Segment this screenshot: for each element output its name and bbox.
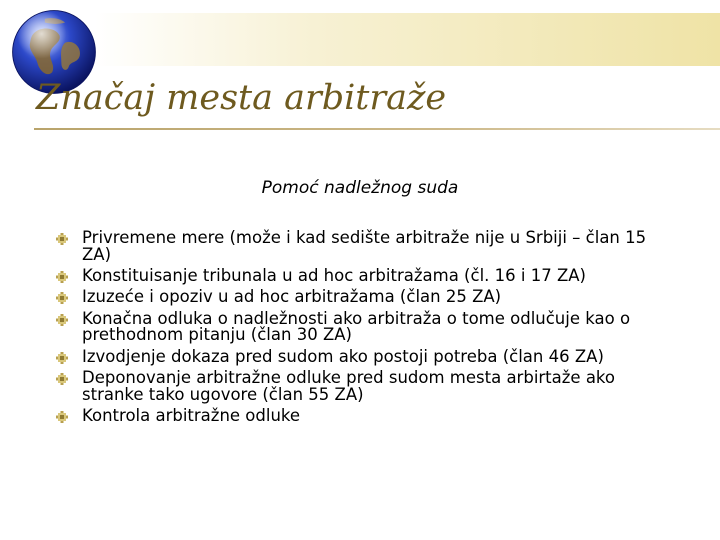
bullet-icon — [56, 373, 68, 385]
list-item — [56, 408, 656, 425]
slide-subtitle: Pomoć nadležnog suda — [261, 178, 459, 198]
bullet-icon — [56, 314, 68, 326]
bullet-icon — [56, 233, 68, 245]
bullet-text: Konačna odluka o nadležnosti ako arbitraža o tome odlučuje kao o prethodnom pitanju (član 30 ZA) — [82, 308, 631, 345]
list-item — [56, 346, 656, 366]
bullet-icon — [56, 271, 68, 283]
list-item — [56, 308, 656, 345]
bullet-text: Izuzeće i opoziv u ad hoc arbitražama (član 25 ZA) — [82, 287, 502, 307]
list-item — [56, 370, 656, 404]
list-item — [56, 268, 656, 285]
list-item — [56, 289, 656, 306]
slide-title: Značaj mesta arbitraže — [36, 78, 447, 118]
bullet-text: Kontrola arbitražne odluke — [82, 406, 301, 426]
header-band — [95, 13, 720, 66]
bullet-icon — [56, 411, 68, 423]
bullet-list — [56, 230, 656, 429]
bullet-text: Privremene mere (može i kad sedište arbitraže nije u Srbiji – član 15 ZA) — [82, 228, 647, 264]
bullet-text: Konstituisanje tribunala u ad hoc arbitražama (čl. 16 i 17 ZA) — [82, 266, 586, 286]
title-rule — [34, 128, 720, 130]
bullet-text: Deponovanje arbitražne odluke pred sudom mesta arbirtaže ako stranke tako ugovore (član 55 ZA) — [82, 368, 615, 404]
bullet-icon — [56, 292, 68, 304]
bullet-text: Izvodjenje dokaza pred sudom ako postoji potreba (član 46 ZA) — [82, 346, 604, 366]
list-item — [56, 230, 656, 264]
bullet-icon — [56, 352, 68, 364]
